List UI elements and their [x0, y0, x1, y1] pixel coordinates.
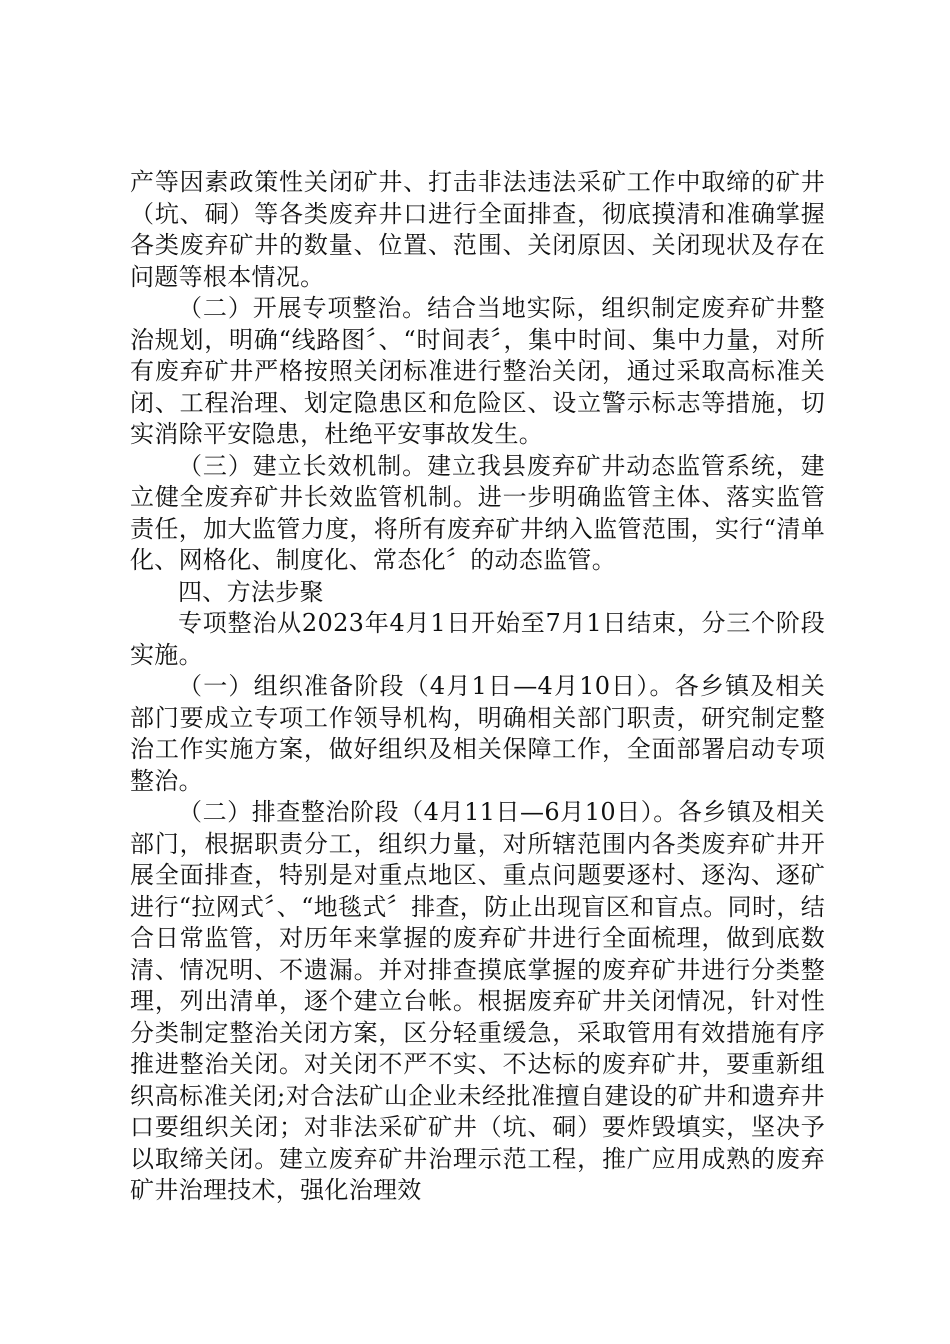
paragraph-preparation-stage: （一）组织准备阶段（4月1日—4月10日）。各乡镇及相关部门要成立专项工作领导机构，明确相关部门职责，研究制定整治工作实施方案，做好组织及相关保障工作，全面部署启动专项整治。	[130, 672, 825, 795]
document-body	[130, 167, 825, 1207]
paragraph-long-term-mechanism: （三）建立长效机制。建立我县废弃矿井动态监管系统，建立健全废弃矿井长效监管机制。进一步明确监管主体、落实监管责任，加大监管力度，将所有废弃矿井纳入监管范围，实行“清单化、网格化、制度化、常态化〞的动态监管。	[130, 451, 825, 574]
section-heading-methods-steps: 四、方法步聚	[178, 577, 324, 606]
paragraph-schedule-overview: 专项整治从2023年4月1日开始至7月1日结束，分三个阶段实施。	[130, 609, 825, 669]
paragraph-special-rectification: （二）开展专项整治。结合当地实际，组织制定废弃矿井整治规划，明确“线路图〞、“时间表〞，集中时间、集中力量，对所有废弃矿井严格按照关闭标准进行整治关闭，通过采取高标准关闭、工程治理、划定隐患区和危险区、设立警示标志等措施，切实消除平安隐患，杜绝平安事故发生。	[130, 294, 825, 448]
paragraph-inspection-stage: （二）排查整治阶段（4月11日—6月10日）。各乡镇及相关部门，根据职责分工，组织力量，对所辖范围内各类废弃矿井开展全面排查，特别是对重点地区、重点问题要逐村、逐沟、逐矿进行“拉网式〞、“地毯式〞排查，防止出现盲区和盲点。同时，结合日常监管，对历年来掌握的废弃矿井进行全面梳理，做到底数清、情况明、不遗漏。并对排查摸底掌握的废弃矿井进行分类整理，列出清单，逐个建立台帐。根据废弃矿井关闭情况，针对性分类制定整治关闭方案，区分轻重缓急，采取管用有效措施有序推进整治关闭。对关闭不严不实、不达标的废弃矿井，要重新组织高标准关闭;对合法矿山企业未经批准擅自建设的矿井和遗弃井口要组织关闭；对非法采矿矿井（坑、硐）要炸毁填实，坚决予以取缔关闭。建立废弃矿井治理示范工程，推广应用成熟的废弃矿井治理技术，强化治理效	[130, 798, 825, 1204]
paragraph-intro-continuation: 产等因素政策性关闭矿井、打击非法违法采矿工作中取缔的矿井（坑、硐）等各类废弃井口进行全面排查，彻底摸清和准确掌握各类废弃矿井的数量、位置、范围、关闭原因、关闭现状及存在问题等根本情况。	[130, 168, 825, 291]
